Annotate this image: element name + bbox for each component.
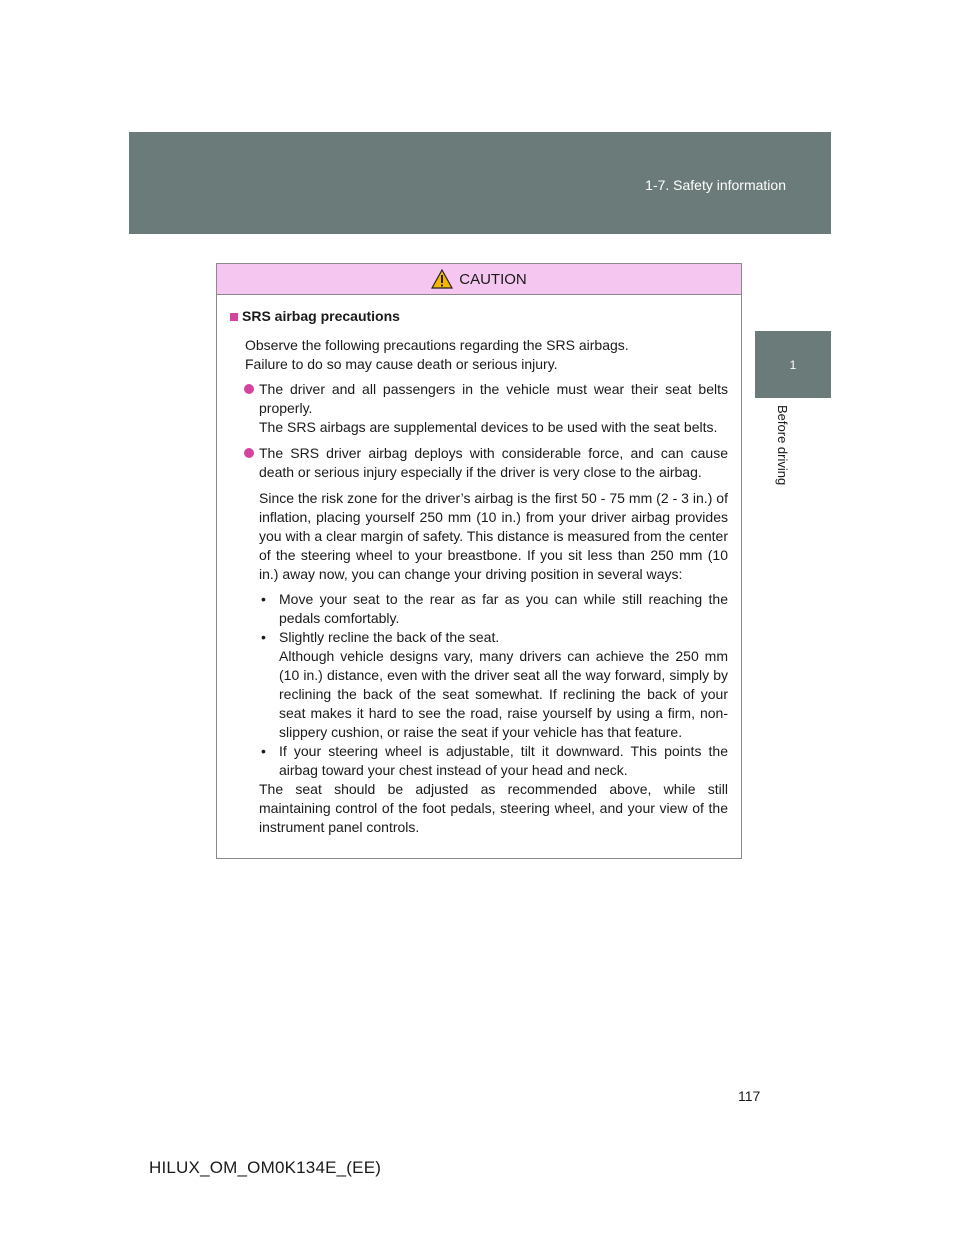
risk-zone-paragraph: Since the risk zone for the driver’s airbag is the first 50 - 75 mm (2 - 3 in.) of inflation, placing yourself 250 mm (10 in.) from your driver airbag provides you with a clear margin of safety. This distance is measured from the center of the steering wheel to your breastbone. If you sit less than 250 mm (10 in.) away now, you can change your driving position in several ways:: [259, 490, 728, 582]
bullet-item: [230, 380, 728, 437]
chapter-number: 1: [789, 357, 797, 372]
bullet-item: [230, 444, 728, 482]
list-item: • Move your seat to the rear as far as you can while still reaching the pedals comfortably.: [261, 591, 728, 626]
caution-body: [217, 295, 741, 837]
closing-paragraph: The seat should be adjusted as recommended above, while still maintaining control of the foot pedals, steering wheel, and your view of the instrument panel controls.: [259, 781, 728, 835]
list-line: If your steering wheel is adjustable, tilt it downward. This points the airbag toward your chest instead of your head and neck.: [279, 743, 728, 778]
document-code: HILUX_OM_OM0K134E_(EE): [149, 1158, 382, 1177]
bullet-line: The driver and all passengers in the vehicle must wear their seat belts properly.: [259, 381, 728, 416]
bullet-line: The SRS airbags are supplemental devices to be used with the seat belts.: [259, 419, 718, 435]
intro-line: Observe the following precautions regarding the SRS airbags.: [245, 337, 629, 353]
caution-heading: CAUTION: [459, 270, 527, 288]
caution-header: [217, 264, 741, 295]
caution-title-row: [230, 307, 728, 326]
list-item: • Slightly recline the back of the seat. Although vehicle designs vary, many drivers can achieve the 250 mm (10 in.) distance, even with the driver seat all the way forward, simply by reclining the back of the seat somewhat. If reclining the back of your seat makes it hard to see the road, raise yourself by using a firm, non-slippery cushion, or raise the seat if your vehicle has that feature.: [261, 629, 728, 740]
adjustment-list: [230, 590, 728, 780]
warning-triangle-icon: [431, 269, 453, 289]
list-line: Slightly recline the back of the seat.: [279, 629, 500, 645]
section-title: 1-7. Safety information: [645, 177, 786, 193]
square-bullet-icon: [230, 313, 238, 321]
intro-line: Failure to do so may cause death or serious injury.: [245, 356, 558, 372]
chapter-title: Before driving: [775, 405, 790, 486]
caution-title: SRS airbag precautions: [242, 308, 400, 324]
intro-text: [230, 336, 728, 374]
caution-box: [216, 263, 742, 859]
chapter-tab: [755, 331, 831, 398]
chapter-title-vertical: [761, 405, 801, 515]
page-number: 117: [738, 1088, 761, 1104]
header-bar: [129, 132, 831, 234]
dot-bullet-icon: [244, 448, 254, 458]
bullet-line: The SRS driver airbag deploys with considerable force, and can cause death or serious injury especially if the driver is very close to the airbag.: [259, 445, 728, 480]
dot-bullet-icon: [244, 384, 254, 394]
list-line: Although vehicle designs vary, many drivers can achieve the 250 mm (10 in.) distance, even with the driver seat all the way forward, simply by reclining the back of the seat somewhat. If reclining the back of your seat makes it hard to see the road, raise yourself by using a firm, non-slippery cushion, or raise the seat if your vehicle has that feature.: [279, 648, 728, 740]
list-line: Move your seat to the rear as far as you can while still reaching the pedals comfortably.: [279, 591, 728, 626]
list-item: • If your steering wheel is adjustable, tilt it downward. This points the airbag toward your chest instead of your head and neck.: [261, 743, 728, 778]
